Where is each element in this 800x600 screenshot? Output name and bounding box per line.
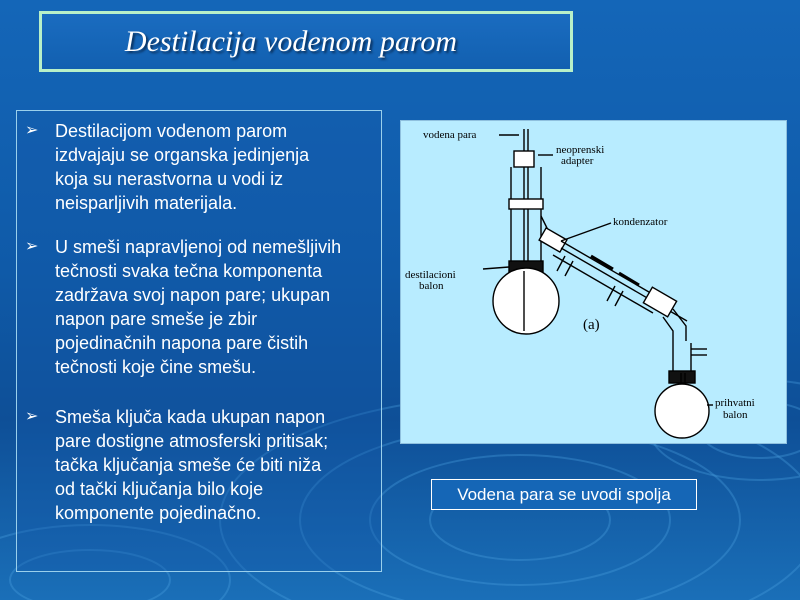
title-box [39,11,573,72]
label-flask-1: destilacioni [405,269,456,281]
bullet-text-3: Smeša ključa kada ukupan napon pare dostigne atmosferski pritisak; tačka ključanja smeše će biti niža od tački ključanja bilo koje komponente pojedinačno. [55,407,329,523]
caption-text: Vodena para se uvodi spolja [457,484,671,504]
bullet-text-1: Destilacijom vodenom parom izdvajaju se organska jedinjenja koja su nerastvorna u vodi iz neisparljivih materijala. [55,121,310,213]
bullet-arrow-icon: ➢ [25,238,39,255]
label-adapter-1: neoprenski [556,144,605,156]
label-receiver-2: balon [723,409,748,421]
label-steam: vodena para [423,129,477,141]
receiver-joint [669,371,695,383]
receiver-flask [655,384,709,438]
caption-box [431,479,697,510]
neoprene-adapter [514,151,534,167]
bullet-item-3 [25,405,370,525]
label-flask-2: balon [419,280,444,292]
distillation-flask [493,268,559,334]
label-receiver-1: prihvatni [715,397,755,409]
bullet-item-2 [25,235,370,379]
bullet-item-1 [25,119,370,215]
bullet-text-2: U smeši napravljenoj od nemešljivih tečnosti svaka tečna komponenta zadržava svoj napon pare; ukupan napon pare smeše je zbir pojedinačnih napona pare čistih tečnosti koje čine smešu. [55,237,342,377]
bullet-arrow-icon: ➢ [25,408,39,425]
slide-title: Destilacija vodenom parom [124,24,458,58]
distillation-diagram [400,120,787,444]
label-condenser: kondenzator [613,216,668,228]
text-panel [16,110,382,572]
bullet-arrow-icon: ➢ [25,122,39,139]
label-adapter-2: adapter [561,155,594,167]
label-figure-a: (a) [583,317,600,333]
